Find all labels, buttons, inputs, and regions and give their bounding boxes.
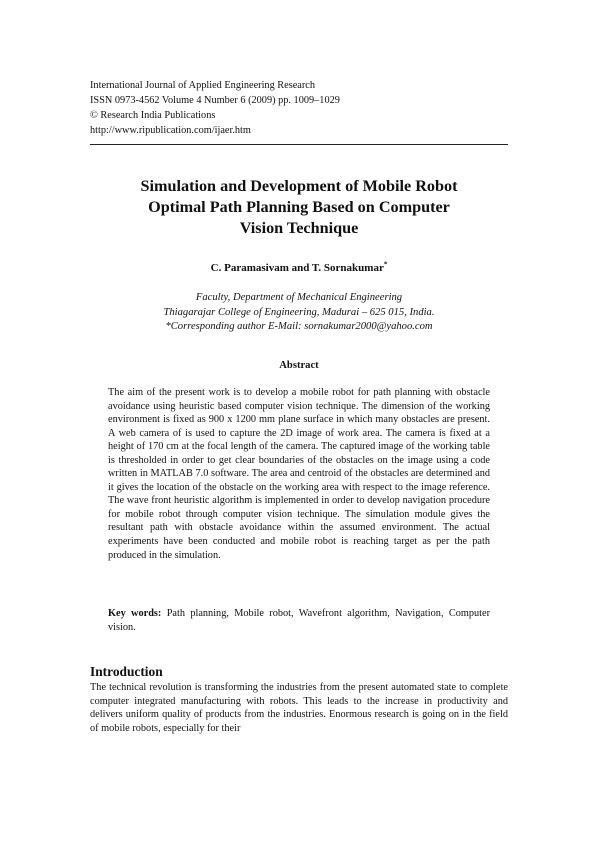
affiliation-college: Thiagarajar College of Engineering, Madurai – 625 015, India. xyxy=(163,306,435,318)
keywords-text: Path planning, Mobile robot, Wavefront algorithm, Navigation, Computer vision. xyxy=(108,608,491,633)
journal-name: International Journal of Applied Engineering Research xyxy=(90,80,316,91)
journal-publisher: © Research India Publications xyxy=(90,110,216,121)
author-list xyxy=(90,262,508,274)
journal-header xyxy=(90,78,508,138)
keywords-label: Key words: xyxy=(108,608,162,619)
introduction-heading: Introduction xyxy=(90,664,163,679)
affiliation xyxy=(90,291,508,335)
title-line-2: Optimal Path Planning Based on Computer xyxy=(148,198,450,216)
abstract-text: The aim of the present work is to develop a mobile robot for path planning with obstacle avoidance using heuristic based computer vision technique. The dimension of the working environment is fixed as 900 x 1200 mm plane surface in which many obstacles are present. A web camera of is used to capture the 2D image of work area. The camera is fixed at a height of 170 cm at the focal length of the camera. The captured image of the working table is thresholded in order to get clear boundaries of the obstacles on the image using a code written in MATLAB 7.0 software. The area and centroid of the obstacles are determined and it gives the location of the obstacle on the working area with respect to the image reference. The wave front heuristic algorithm is implemented in order to develop navigation procedure for mobile robot through computer vision technique. The simulation module gives the resultant path with obstacle avoidance within the assumed environment. The actual experiments have been conducted and mobile robot is reaching target as per the path produced in the simulation. xyxy=(108,387,490,561)
affiliation-department: Faculty, Department of Mechanical Engineering xyxy=(195,292,403,303)
header-divider xyxy=(90,144,508,145)
journal-url[interactable]: http://www.ripublication.com/ijaer.htm xyxy=(90,125,251,136)
paper-title xyxy=(90,176,508,239)
corresponding-author-email: *Corresponding author E-Mail: sornakumar2000@yahoo.com xyxy=(165,321,433,332)
introduction-text: The technical revolution is transforming the industries from the present automated state to complete computer integrated manufacturing with robots. This leads to the increase in productivity and delivers uniform quality of products from the industries. Enormous research is going on in the field of mobile robots, especially for their xyxy=(90,682,508,734)
title-line-1: Simulation and Development of Mobile Robot xyxy=(140,177,458,195)
corresponding-author-mark: * xyxy=(383,260,388,269)
abstract-heading: Abstract xyxy=(279,360,319,371)
keywords xyxy=(108,607,490,634)
author-names: C. Paramasivam and T. Sornakumar xyxy=(210,262,384,274)
journal-issn: ISSN 0973-4562 Volume 4 Number 6 (2009) pp. 1009–1029 xyxy=(90,95,340,106)
title-line-3: Vision Technique xyxy=(239,219,359,237)
